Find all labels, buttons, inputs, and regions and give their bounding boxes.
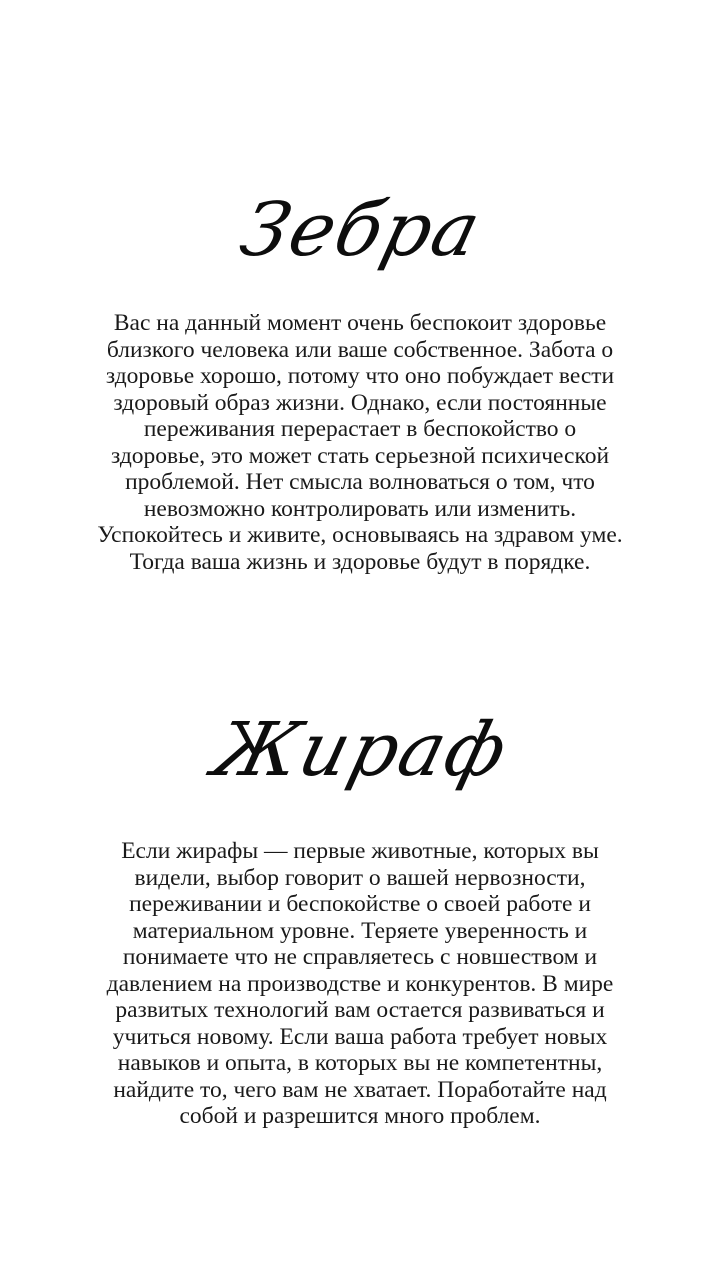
- text-line: проблемой. Нет смысла волноваться о том, что: [125, 469, 595, 495]
- text-line: переживания перерастает в беспокойство о: [143, 416, 577, 442]
- text-line: учиться новому. Если ваша работа требует новых: [112, 1023, 608, 1050]
- text-line: понимаете что не справляетесь с новшеством и: [122, 944, 598, 970]
- text-line: собой и разрешится много проблем.: [179, 1103, 541, 1129]
- text-line: навыков и опыта, в которых вы не компетентны,: [117, 1050, 603, 1076]
- text-line: Вас на данный момент очень беспокоит здоровье: [113, 310, 607, 336]
- text-line: Если жирафы — первые животные, которых вы: [121, 838, 599, 864]
- text-line: давлением на производстве и конкурентов. В мире: [106, 970, 614, 997]
- text-line: близкого человека или ваше собственное. Забота о: [106, 336, 614, 363]
- text-line: видели, выбор говорит о вашей нервозности,: [134, 864, 586, 891]
- text-line: здоровье, это может стать серьезной психической: [110, 442, 610, 469]
- text-line: развитых технологий вам остается развиваться и: [115, 997, 605, 1023]
- giraffe-section: [0, 700, 720, 1130]
- text-line: Успокойтесь и живите, основываясь на здравом уме.: [97, 522, 623, 548]
- zebra-heading: Зебра: [232, 187, 491, 273]
- text-line: здоровый образ жизни. Однако, если постоянные: [113, 389, 607, 416]
- text-line: Тогда ваша жизнь и здоровье будут в порядке.: [129, 548, 591, 575]
- text-line: материальном уровне. Теряете уверенность и: [132, 917, 588, 944]
- text-line: переживании и беспокойстве о своей работе и: [129, 891, 591, 917]
- text-line: найдите то, чего вам не хватает. Поработайте над: [113, 1076, 607, 1103]
- text-line: здоровье хорошо, потому что оно побуждает вести: [105, 363, 615, 389]
- zebra-section: [0, 180, 720, 575]
- giraffe-description: [30, 838, 690, 1130]
- zebra-description: [30, 310, 690, 575]
- giraffe-heading: Жираф: [205, 707, 518, 793]
- text-line: невозможно контролировать или изменить.: [143, 495, 577, 522]
